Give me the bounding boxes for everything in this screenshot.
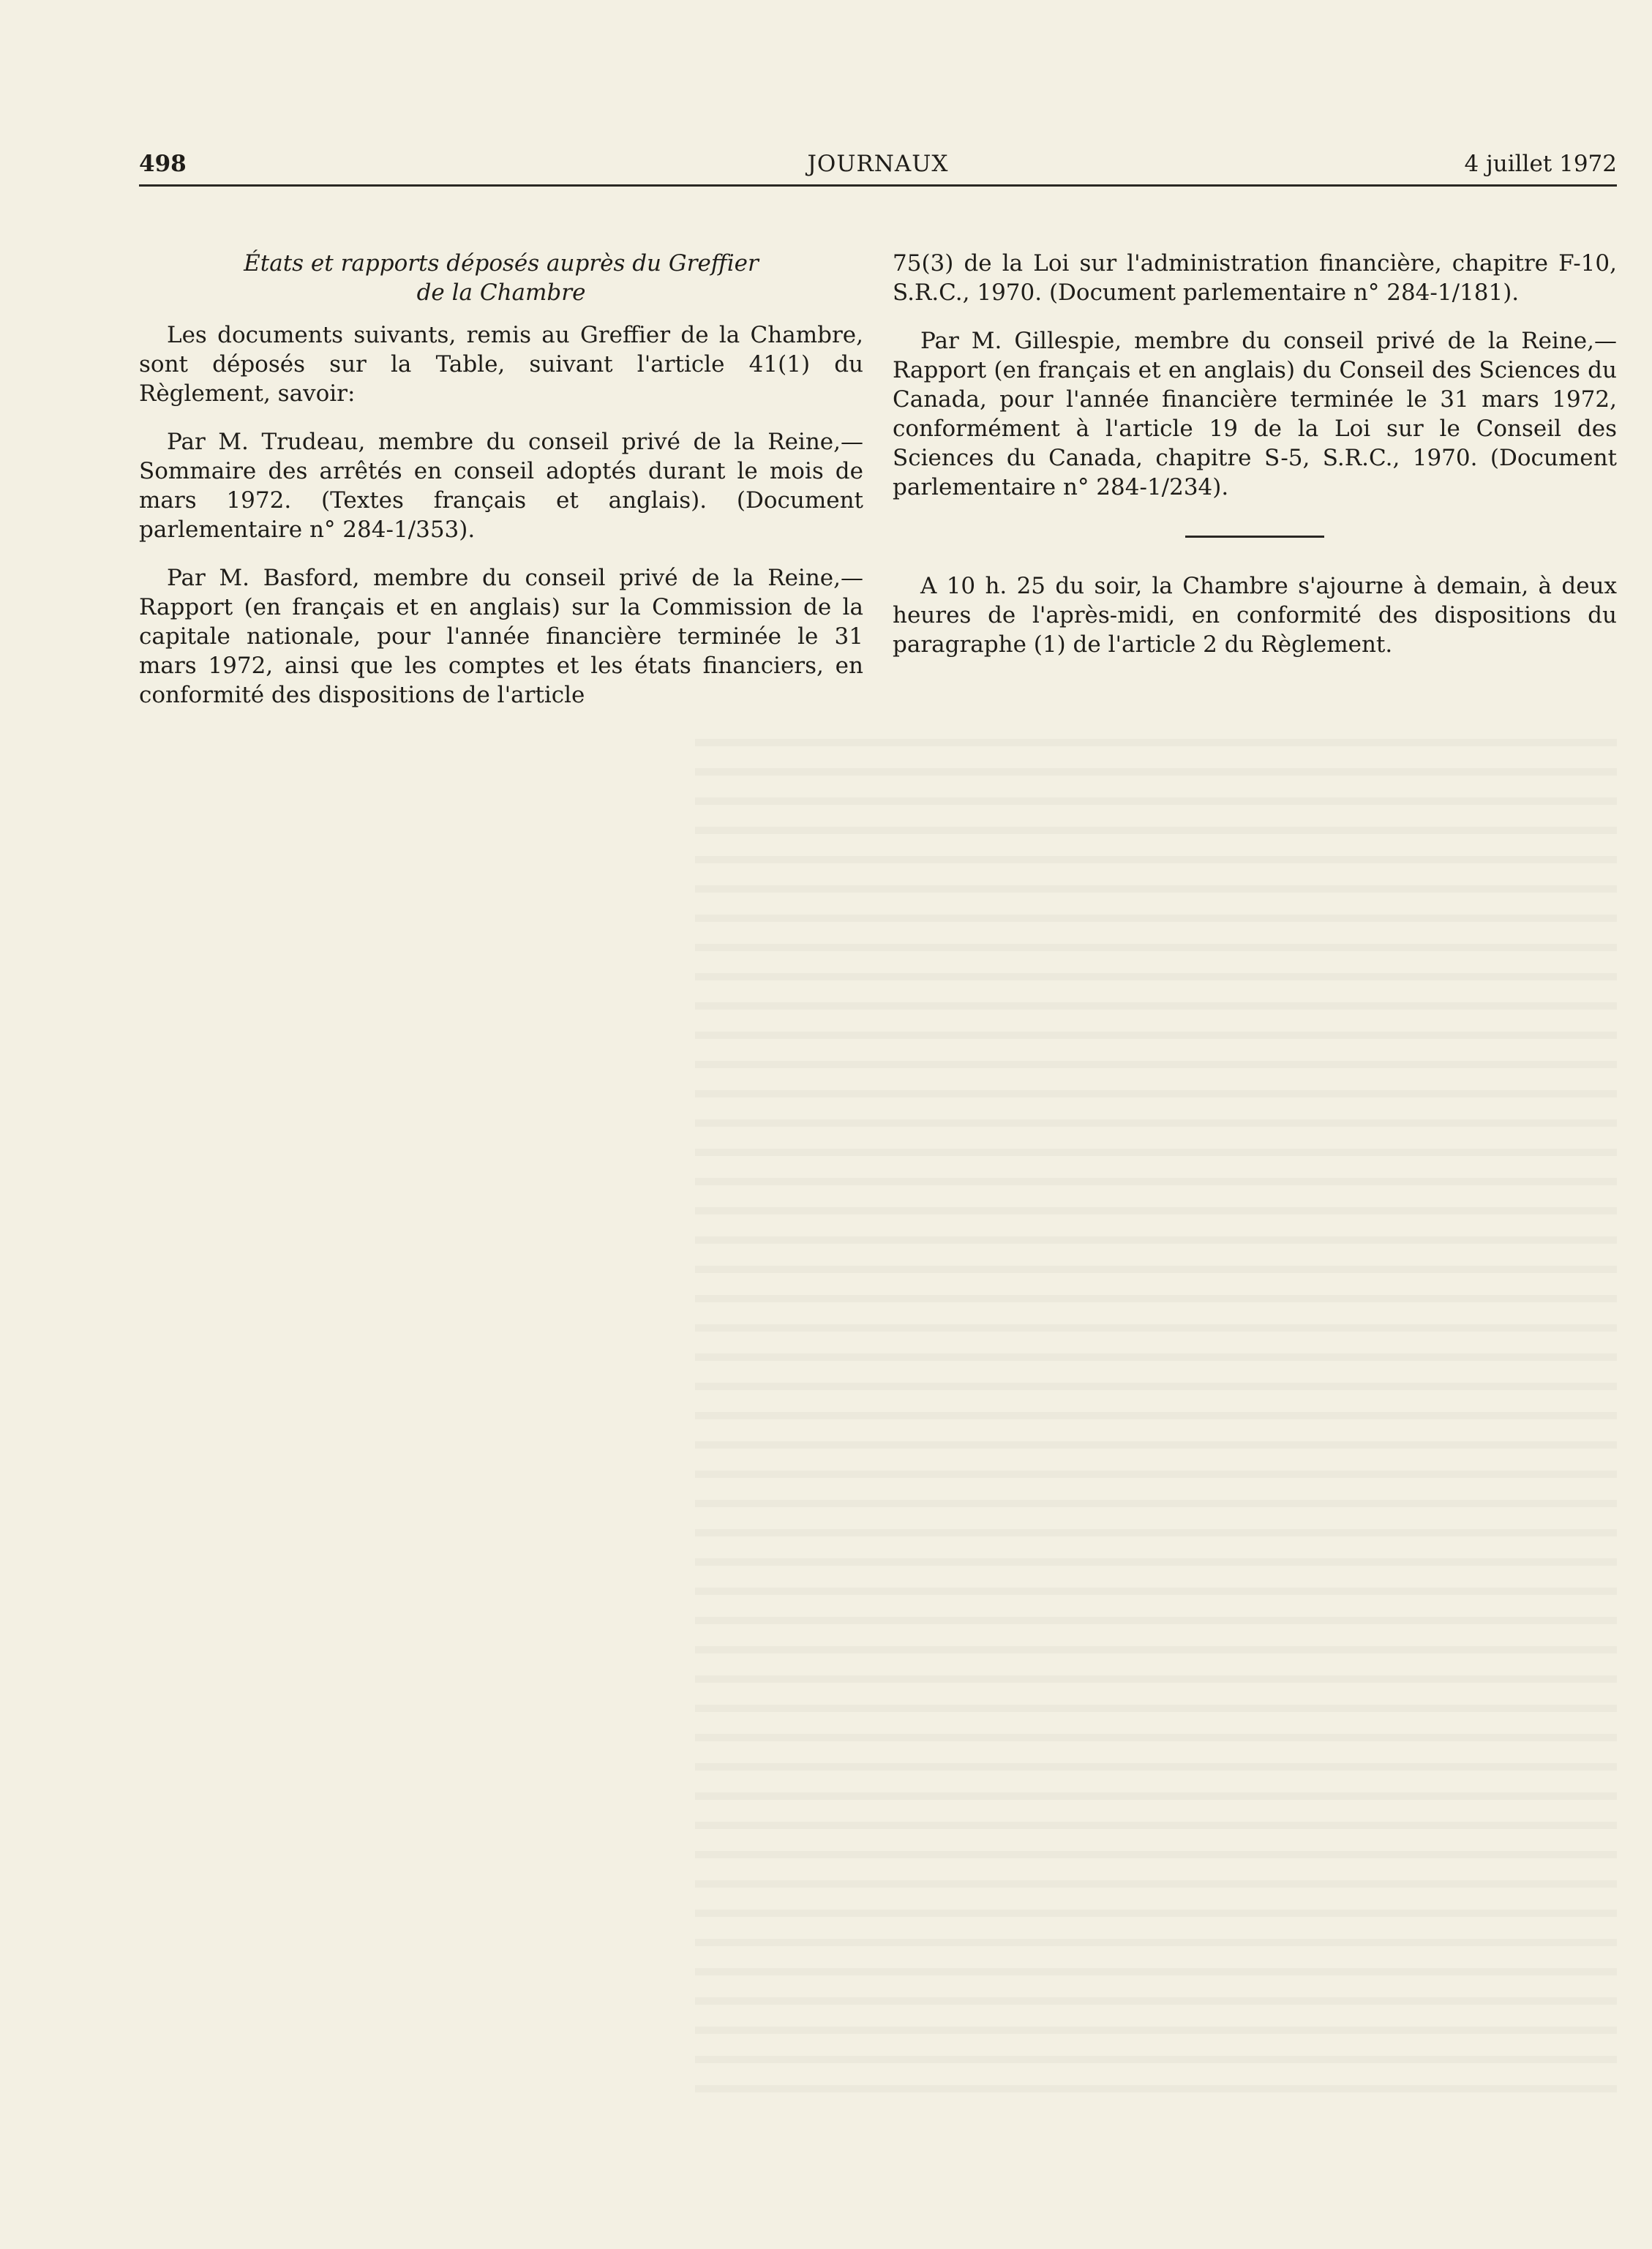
document-entry-basford-continued: 75(3) de la Loi sur l'administration financière, chapitre F-10, S.R.C., 1970. (Document parlementaire n° 284-1/181). — [893, 250, 1617, 306]
page-number: 498 — [139, 151, 187, 177]
page-header — [139, 146, 1617, 187]
left-column — [139, 249, 863, 729]
document-entry-trudeau: Par M. Trudeau, membre du conseil privé de la Reine,—Sommaire des arrêtés en conseil adoptés durant le mois de mars 1972. (Textes français et anglais). (Document parlementaire n° 284-1/353). — [139, 429, 863, 543]
adjournment-paragraph: A 10 h. 25 du soir, la Chambre s'ajourne à demain, à deux heures de l'après-midi, en conformité des dispositions du paragraphe (1) de l'article 2 du Règlement. — [893, 573, 1617, 658]
document-entry-gillespie: Par M. Gillespie, membre du conseil privé de la Reine,—Rapport (en français et en anglais) du Conseil des Sciences du Canada, pour l'année financière terminée le 31 mars 1972, conformément à l'article 19 de la Loi sur le Conseil des Sciences du Canada, chapitre S-5, S.R.C., 1970. (Document parlementaire n° 284-1/234). — [893, 328, 1617, 500]
issue-date: 4 juillet 1972 — [1464, 151, 1617, 177]
right-column — [893, 249, 1617, 678]
bleed-through-texture — [695, 717, 1617, 2107]
section-title-line: de la Chambre — [416, 279, 586, 306]
section-title — [139, 249, 863, 307]
intro-paragraph: Les documents suivants, remis au Greffier de la Chambre, sont déposés sur la Table, suivant l'article 41(1) du Règlement, savoir: — [139, 322, 863, 407]
section-divider — [1185, 536, 1324, 538]
document-entry-basford: Par M. Basford, membre du conseil privé de la Reine,—Rapport (en français et en anglais) sur la Commission de la capitale nationale, pour l'année financière terminée le 31 mars 1972, ainsi que les comptes et les états financiers, en conformité des dispositions de l'article — [139, 565, 863, 708]
section-title-line: États et rapports déposés auprès du Greffier — [244, 250, 759, 277]
running-title: JOURNAUX — [807, 151, 949, 177]
